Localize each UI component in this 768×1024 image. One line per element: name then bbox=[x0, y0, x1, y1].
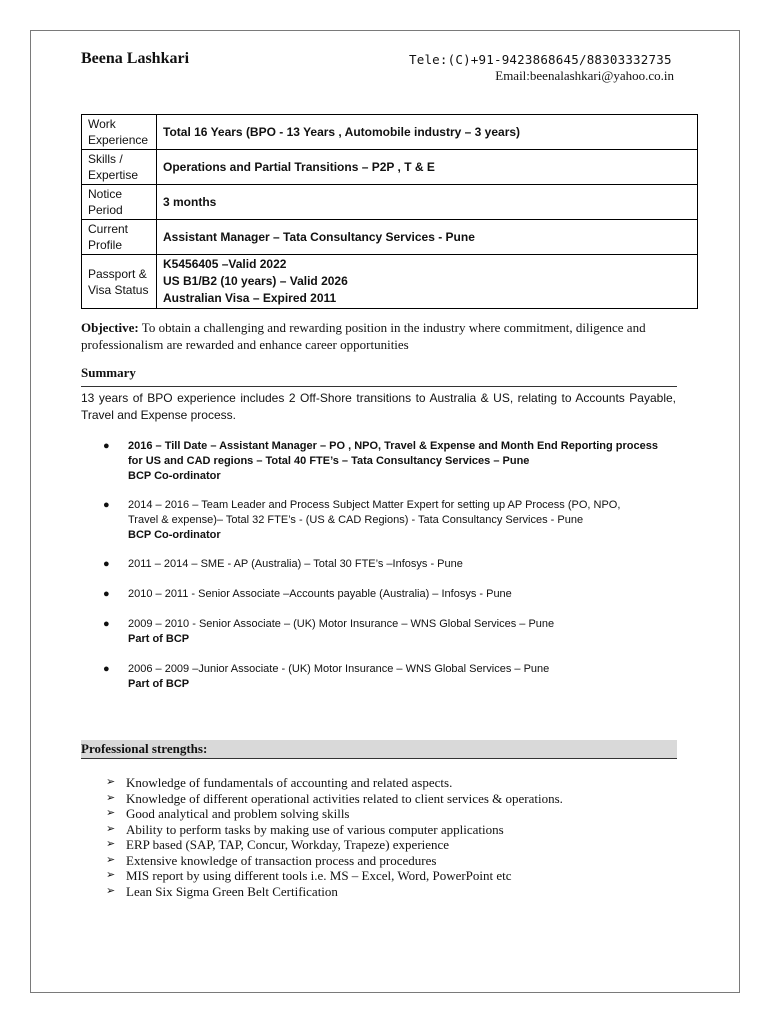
table-row bbox=[82, 220, 698, 255]
row-label: Current Profile bbox=[82, 220, 157, 255]
arrow-bullet-icon: ➢ bbox=[106, 853, 116, 866]
bullet-icon: ● bbox=[103, 499, 110, 511]
row-value: Assistant Manager – Tata Consultancy Services - Pune bbox=[157, 220, 698, 255]
list-item: ● 2006 – 2009 –Junior Associate - (UK) Motor Insurance – WNS Global Services – Pune Part of BCP bbox=[103, 663, 550, 690]
row-value: K5456405 –Valid 2022 US B1/B2 (10 years) – Valid 2026 Australian Visa – Expired 2011 bbox=[157, 255, 698, 309]
list-item: ➢ Lean Six Sigma Green Belt Certification bbox=[106, 883, 338, 899]
row-label: Passport & Visa Status bbox=[82, 255, 157, 309]
list-item: ➢ Good analytical and problem solving skills bbox=[106, 806, 350, 821]
row-value: Total 16 Years (BPO - 13 Years , Automobile industry – 3 years) bbox=[157, 115, 698, 150]
objective-label: Objective: bbox=[81, 320, 139, 335]
row-label: Notice Period bbox=[82, 185, 157, 220]
list-item: ➢ Extensive knowledge of transaction process and procedures bbox=[106, 852, 437, 868]
summary-text: 13 years of BPO experience includes 2 Off-Shore transitions to Australia & US, relating to Accounts Payable, Travel and Expense process. bbox=[81, 391, 676, 422]
summary-divider bbox=[81, 386, 677, 387]
profile-info-table bbox=[81, 114, 698, 309]
bullet-icon: ● bbox=[103, 588, 110, 600]
row-value: 3 months bbox=[157, 185, 698, 220]
list-item: ➢ Ability to perform tasks by making use of various computer applications bbox=[106, 821, 504, 837]
arrow-bullet-icon: ➢ bbox=[106, 838, 116, 850]
list-item: ➢ ERP based (SAP, TAP, Concur, Workday, Trapeze) experience bbox=[106, 837, 450, 852]
arrow-bullet-icon: ➢ bbox=[106, 822, 116, 835]
strengths-divider bbox=[81, 758, 677, 759]
email-address: Email:beenalashkari@yahoo.co.in bbox=[495, 68, 674, 83]
bullet-icon: ● bbox=[103, 558, 110, 570]
experience-list bbox=[100, 439, 680, 692]
list-item: ● 2011 – 2014 – SME - AP (Australia) – Total 30 FTE’s –Infosys - Pune bbox=[103, 558, 463, 570]
list-item: ● 2016 – Till Date – Assistant Manager – PO , NPO, Travel & Expense and Month End Reporting process for US and CAD regions – Total 40 FTE’s – Tata Consultancy Services – Pune BCP Co-ordinator bbox=[103, 440, 658, 482]
list-item: ➢ MIS report by using different tools i.e. MS – Excel, Word, PowerPoint etc bbox=[106, 868, 512, 883]
arrow-bullet-icon: ➢ bbox=[106, 807, 116, 819]
row-label: Skills / Expertise bbox=[82, 150, 157, 185]
summary-heading: Summary bbox=[81, 365, 136, 380]
bullet-icon: ● bbox=[103, 618, 110, 630]
table-row bbox=[82, 185, 698, 220]
bullet-icon: ● bbox=[103, 440, 110, 452]
phone-number: Tele:(C)+91-9423868645/88303332735 bbox=[409, 52, 672, 67]
objective-text: To obtain a challenging and rewarding position in the industry where commitment, diligence and professionalism are rewarded and enhance career opportunities bbox=[81, 320, 646, 352]
arrow-bullet-icon: ➢ bbox=[106, 869, 116, 881]
list-item: ● 2010 – 2011 - Senior Associate –Accounts payable (Australia) – Infosys - Pune bbox=[103, 588, 512, 600]
strengths-heading: Professional strengths: bbox=[81, 741, 208, 756]
arrow-bullet-icon: ➢ bbox=[106, 791, 116, 804]
arrow-bullet-icon: ➢ bbox=[106, 776, 116, 788]
arrow-bullet-icon: ➢ bbox=[106, 884, 116, 897]
list-item: ● 2009 – 2010 - Senior Associate – (UK) Motor Insurance – WNS Global Services – Pune Part of BCP bbox=[103, 618, 555, 645]
strengths-list bbox=[106, 775, 563, 899]
row-label: Work Experience bbox=[82, 115, 157, 150]
list-item: ➢ Knowledge of fundamentals of accounting and related aspects. bbox=[106, 775, 453, 790]
objective-paragraph bbox=[81, 320, 677, 353]
list-item: ● 2014 – 2016 – Team Leader and Process Subject Matter Expert for setting up AP Process (PO, NPO, Travel & expense)– Total 32 FTE’s - (US & CAD Regions) - Tata Consultancy Services - Pune BCP Co-ordinator bbox=[103, 499, 621, 541]
table-row bbox=[82, 150, 698, 185]
list-item: ➢ Knowledge of different operational activities related to client services & operations. bbox=[106, 790, 563, 806]
row-value: Operations and Partial Transitions – P2P , T & E bbox=[157, 150, 698, 185]
table-row bbox=[82, 255, 698, 309]
table-row bbox=[82, 115, 698, 150]
candidate-name: Beena Lashkari bbox=[81, 50, 190, 67]
bullet-icon: ● bbox=[103, 663, 110, 675]
